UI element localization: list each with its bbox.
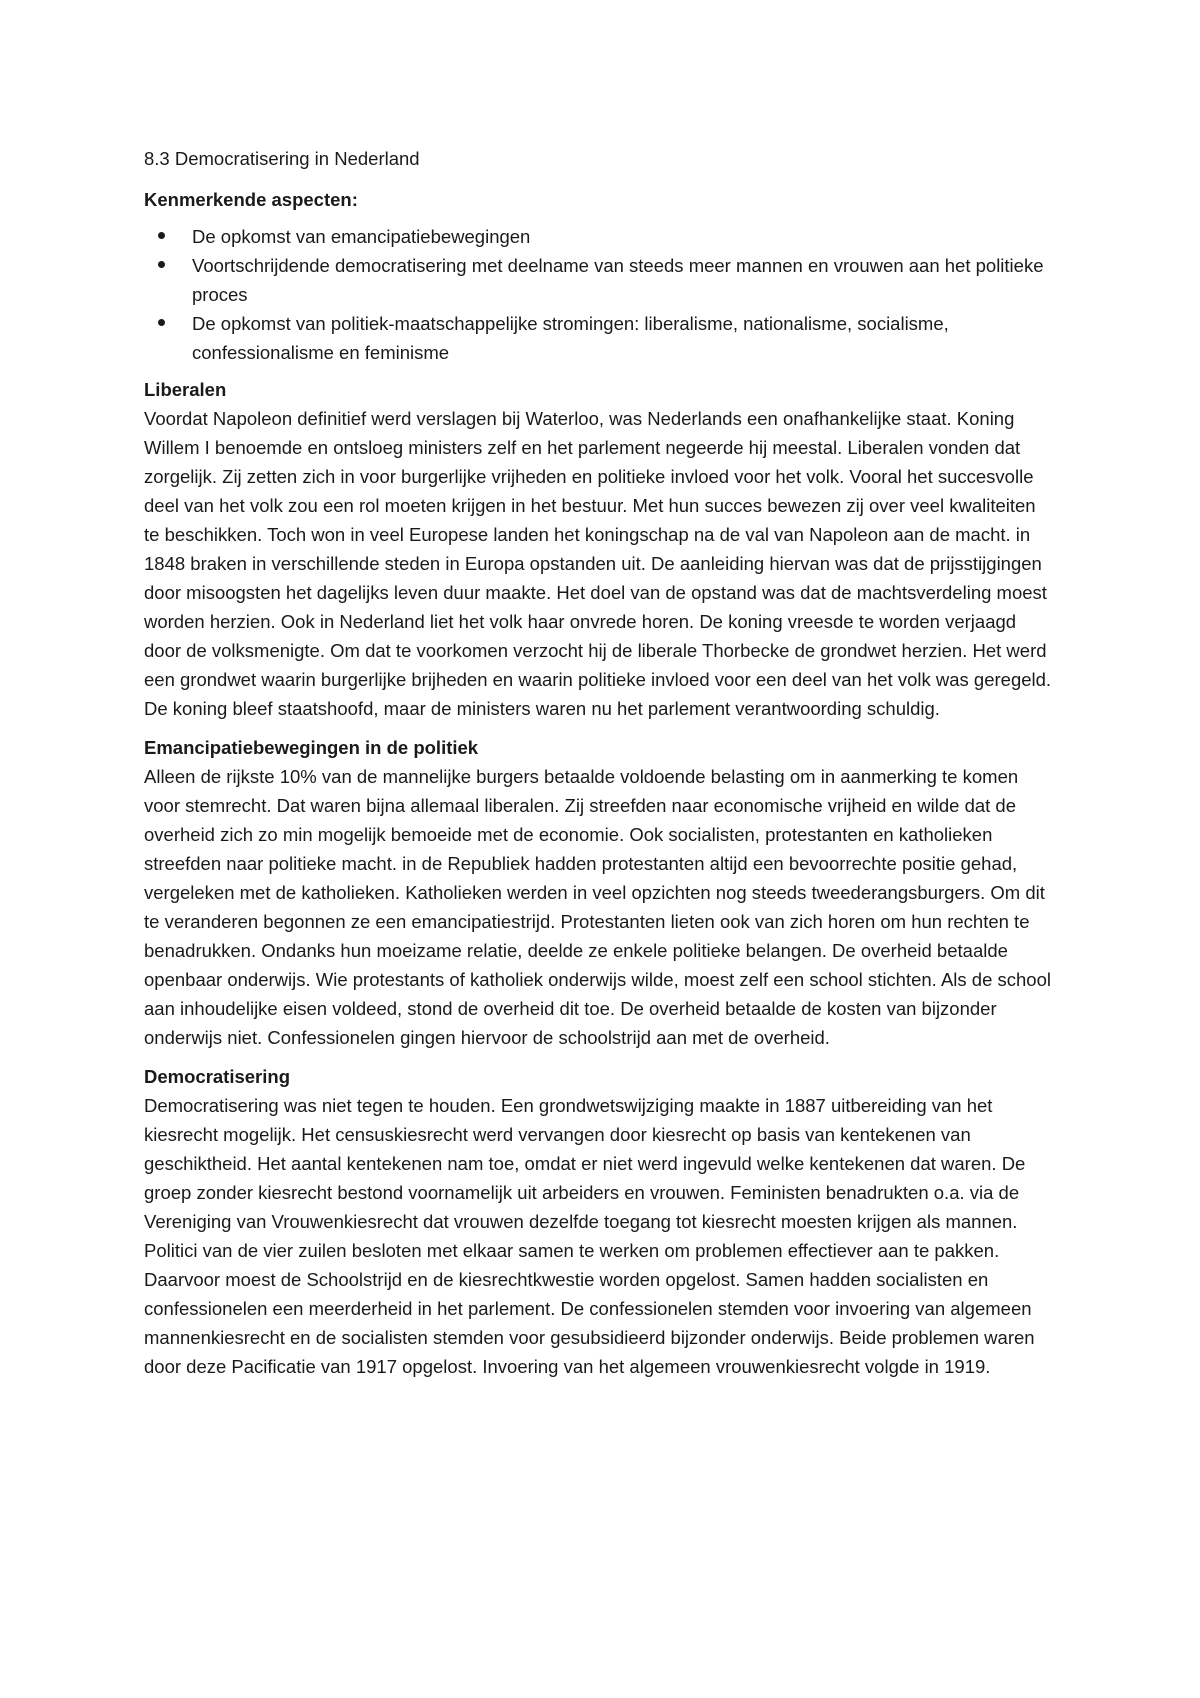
aspects-list (144, 222, 1056, 367)
aspect-text: Voortschrijdende democratisering met deelname van steeds meer mannen en vrouwen aan het politieke proces (192, 255, 1044, 305)
section-heading: Democratisering (144, 1066, 290, 1087)
section-body: Alleen de rijkste 10% van de mannelijke burgers betaalde voldoende belasting om in aanmerking te komen voor stemrecht. Dat waren bijna allemaal liberalen. Zij streefden naar economische vrijheid en wilde dat de overheid zich zo min mogelijk bemoeide met de economie. Ook socialisten, protestanten en katholieken streefden naar politieke macht. in de Republiek hadden protestanten altijd een bevoorrechte positie gehad, vergeleken met de katholieken. Katholieken werden in veel opzichten nog steeds tweederangsburgers. Om dit te veranderen begonnen ze een emancipatiestrijd. Protestanten lieten ook van zich horen om hun rechten te benadrukken. Ondanks hun moeizame relatie, deelde ze enkele politieke belangen. De overheid betaalde openbaar onderwijs. Wie protestants of katholiek onderwijs wilde, moest zelf een school stichten. Als de school aan inhoudelijke eisen voldeed, stond de overheid dit toe. De overheid betaalde de kosten van bijzonder onderwijs niet. Confessionelen gingen hiervoor de schoolstrijd aan met de overheid. (144, 766, 1051, 1048)
aspect-text: De opkomst van politiek-maatschappelijke stromingen: liberalisme, nationalisme, socialisme, confessionalisme en feminisme (192, 313, 949, 363)
section-body: Voordat Napoleon definitief werd verslagen bij Waterloo, was Nederlands een onafhankelijke staat. Koning Willem I benoemde en ontsloeg ministers zelf en het parlement negeerde hij meestal. Liberalen vonden dat zorgelijk. Zij zetten zich in voor burgerlijke vrijheden en politieke invloed voor het volk. Vooral het succesvolle deel van het volk zou een rol moeten krijgen in het bestuur. Met hun succes bewezen zij over veel kwaliteiten te beschikken. Toch won in veel Europese landen het koningschap na de val van Napoleon aan de macht. in 1848 braken in verschillende steden in Europa opstanden uit. De aanleiding hiervan was dat de prijsstijgingen door misoogsten het dagelijks leven duur maakte. Het doel van de opstand was dat de machtsverdeling moest worden herzien. Ook in Nederland liet het volk haar onvrede horen. De koning vreesde te worden verjaagd door de volksmenigte. Om dat te voorkomen verzocht hij de liberale Thorbecke de grondwet herzien. Het werd een grondwet waarin burgerlijke brijheden en waarin politieke invloed voor een deel van het volk was geregeld. De koning bleef staatshoofd, maar de ministers waren nu het parlement verantwoording schuldig. (144, 408, 1052, 719)
aspects-heading: Kenmerkende aspecten: (144, 189, 358, 210)
section-liberalen (144, 375, 1056, 723)
section-emancipatiebewegingen (144, 733, 1056, 1052)
aspect-item (144, 251, 1056, 309)
aspect-item (144, 222, 1056, 251)
section-body: Democratisering was niet tegen te houden. Een grondwetswijziging maakte in 1887 uitbereiding van het kiesrecht mogelijk. Het censuskiesrecht werd vervangen door kiesrecht op basis van kentekenen van geschiktheid. Het aantal kentekenen nam toe, omdat er niet werd ingevuld welke kentekenen dat waren. De groep zonder kiesrecht bestond voornamelijk uit arbeiders en vrouwen. Feministen benadrukten o.a. via de Vereniging van Vrouwenkiesrecht dat vrouwen dezelfde toegang tot kiesrecht moesten krijgen als mannen. Politici van de vier zuilen besloten met elkaar samen te werken om problemen effectiever aan te pakken. Daarvoor moest de Schoolstrijd en de kiesrechtkwestie worden opgelost. Samen hadden socialisten en confessionelen een meerderheid in het parlement. De confessionelen stemden voor invoering van algemeen mannenkiesrecht en de socialisten stemden voor gesubsidieerd bijzonder onderwijs. Beide problemen waren door deze Pacificatie van 1917 opgelost. Invoering van het algemeen vrouwenkiesrecht volgde in 1919. (144, 1095, 1035, 1377)
aspect-item (144, 309, 1056, 367)
section-heading: Emancipatiebewegingen in de politiek (144, 737, 479, 758)
document-title: 8.3 Democratisering in Nederland (144, 148, 420, 169)
section-heading: Liberalen (144, 379, 227, 400)
section-democratisering (144, 1062, 1056, 1381)
aspect-text: De opkomst van emancipatiebewegingen (192, 226, 531, 247)
document-page (144, 144, 1056, 1391)
